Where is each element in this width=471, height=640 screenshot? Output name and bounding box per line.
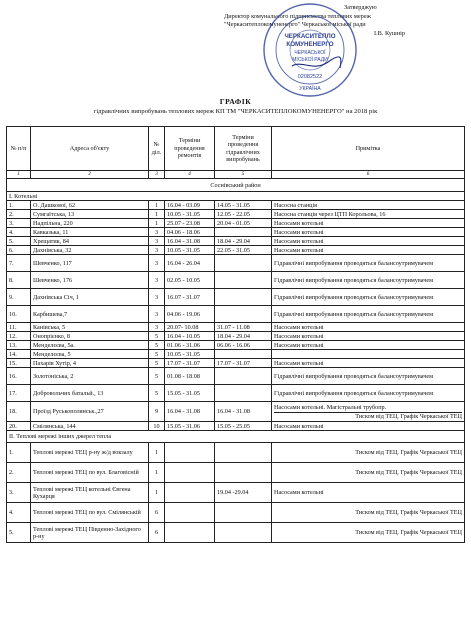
row-repair-dates: 01.08 - 18.08	[165, 368, 215, 385]
row-number: 4.	[7, 503, 31, 523]
row-address: Добровольчих батальй., 13	[31, 385, 149, 402]
table-row	[7, 503, 465, 523]
row-test-dates	[215, 368, 272, 385]
row-test-dates	[215, 463, 272, 483]
row-number: 11.	[7, 323, 31, 332]
row-note	[272, 210, 465, 219]
row-address: Карбишева,7	[31, 306, 149, 323]
table-row	[7, 332, 465, 341]
row-repair-dates: 10.05 - 31.05	[165, 246, 215, 255]
row-district: 6	[149, 503, 165, 523]
row-note	[272, 332, 465, 341]
table-row	[7, 422, 465, 431]
row-note	[272, 237, 465, 246]
company-seal	[262, 2, 358, 98]
row-note-text: Насосами котельні	[274, 219, 324, 227]
table-row	[7, 228, 465, 237]
row-repair-dates: 16.04 - 03.09	[165, 201, 215, 210]
page-subtitle: гідравлічних випробувань теплових мереж КП ТМ "ЧЕРКАСИТЕПЛОКОМУНЕНЕРГО" на 2018 рік	[93, 108, 378, 115]
row-note-text-2: Тиском від ТЕЦ. Графік Черкаської ТЕЦ	[274, 412, 462, 420]
row-address: Онопрієнко, 8	[31, 332, 149, 341]
table-row	[7, 201, 465, 210]
row-repair-dates: 15.05 - 31.06	[165, 422, 215, 431]
row-test-dates	[215, 350, 272, 359]
row-address: Дахнівська, 32	[31, 246, 149, 255]
row-district: 1	[149, 201, 165, 210]
row-note: Насосами котельні	[272, 483, 465, 503]
row-note	[272, 246, 465, 255]
row-note	[272, 359, 465, 368]
table-row	[7, 523, 465, 543]
row-test-dates: 06.06 - 16.06	[215, 341, 272, 350]
row-test-dates: 15.05 - 25.05	[215, 422, 272, 431]
row-number: 1.	[7, 201, 31, 210]
row-test-dates: 17.07 - 31.07	[215, 359, 272, 368]
row-district: 1	[149, 443, 165, 463]
row-note-text: Насосна станція	[274, 201, 318, 209]
row-repair-dates: 15.05 - 31.05	[165, 385, 215, 402]
row-repair-dates: 16.04 - 10.05	[165, 332, 215, 341]
row-test-dates	[215, 306, 272, 323]
row-number: 8.	[7, 272, 31, 289]
table-row	[7, 306, 465, 323]
col-index: 2	[31, 171, 149, 179]
row-repair-dates: 04.06 - 19.06	[165, 306, 215, 323]
row-test-dates: 20.04 - 01.05	[215, 219, 272, 228]
approval-position: Директор комунального підприємства теплових мереж	[224, 12, 371, 20]
row-test-dates: 18.04 - 29.04	[215, 237, 272, 246]
seal-code: 02082522	[297, 74, 323, 80]
row-note-text: Гідравлічні випробування проводяться балансоутримувачем	[274, 276, 434, 284]
row-test-dates: 14.05 - 31.05	[215, 201, 272, 210]
row-note	[272, 350, 465, 359]
row-note	[272, 422, 465, 431]
row-district: 3	[149, 289, 165, 306]
row-test-dates	[215, 228, 272, 237]
header-district: № діл.	[149, 127, 165, 171]
row-address: Шевченко, 117	[31, 255, 149, 272]
row-note	[272, 272, 465, 289]
col-index: 3	[149, 171, 165, 179]
row-district: 3	[149, 323, 165, 332]
row-number: 5.	[7, 523, 31, 543]
row-address: Проїзд Руськополянськ.,27	[31, 402, 149, 422]
col-index: 6	[272, 171, 465, 179]
table-row	[7, 463, 465, 483]
row-repair-dates	[165, 483, 215, 503]
row-test-dates: 16.04 - 31.08	[215, 402, 272, 422]
row-note	[272, 201, 465, 210]
row-number: 1.	[7, 443, 31, 463]
row-address: Дахнівська Січ, 1	[31, 289, 149, 306]
table-row	[7, 359, 465, 368]
row-address: Менделєєва, 5а.	[31, 341, 149, 350]
row-note	[272, 255, 465, 272]
row-note	[272, 306, 465, 323]
row-district: 3	[149, 306, 165, 323]
col-index: 5	[215, 171, 272, 179]
table-row	[7, 219, 465, 228]
row-note-text: Гідравлічні випробування проводяться балансоутримувачем	[274, 310, 434, 318]
row-address: Теплові мережі ТЕЦ по вул. Благовісній	[31, 463, 149, 483]
approval-company: "Черкаситеплокомуненерго" Черкаської міської ради	[224, 21, 366, 29]
row-note: Тиском від ТЕЦ. Графік Черкаської ТЕЦ	[272, 443, 465, 463]
row-number: 17.	[7, 385, 31, 402]
row-address: Канівська, 5	[31, 323, 149, 332]
row-note-text: Гідравлічні випробування проводяться балансоутримувачем	[274, 389, 434, 397]
row-repair-dates: 17.07 - 31.07	[165, 359, 215, 368]
row-number: 14.	[7, 350, 31, 359]
row-note	[272, 289, 465, 306]
row-address: Пахарів Хутір, 4	[31, 359, 149, 368]
table-row	[7, 272, 465, 289]
row-address: Золотоніська, 2	[31, 368, 149, 385]
row-note-text: Насосами котельні	[274, 359, 324, 367]
row-repair-dates	[165, 443, 215, 463]
row-test-dates: 19.04 -29.04	[215, 483, 272, 503]
table-row	[7, 323, 465, 332]
schedule-table	[6, 126, 465, 543]
row-district: 5	[149, 350, 165, 359]
table-row	[7, 210, 465, 219]
row-test-dates: 22.05 - 31.05	[215, 246, 272, 255]
row-number: 20.	[7, 422, 31, 431]
row-repair-dates	[165, 503, 215, 523]
section-boilers: І. Котельні	[7, 192, 465, 201]
row-repair-dates	[165, 523, 215, 543]
seal-text-4: МІСЬКОЇ РАДИ	[292, 57, 328, 63]
row-test-dates: 31.07 - 11.08	[215, 323, 272, 332]
row-note	[272, 402, 465, 422]
schedule-body	[7, 127, 465, 543]
row-note: Тиском від ТЕЦ. Графік Черкаської ТЕЦ	[272, 523, 465, 543]
table-row	[7, 402, 465, 422]
row-address: Кавказька, 11	[31, 228, 149, 237]
row-test-dates	[215, 443, 272, 463]
row-number: 7.	[7, 255, 31, 272]
section-row	[7, 431, 465, 443]
row-district: 5	[149, 332, 165, 341]
seal-text-3: ЧЕРКАСЬКОЇ	[294, 50, 326, 56]
row-district: 3	[149, 272, 165, 289]
row-district: 3	[149, 228, 165, 237]
row-address: Смілянська, 144	[31, 422, 149, 431]
row-note-text: Гідравлічні випробування проводяться балансоутримувачем	[274, 293, 434, 301]
row-note-text: Насосна станція через ЦТП Корольова, 16	[274, 210, 386, 218]
column-index-row	[7, 171, 465, 179]
row-district: 6	[149, 523, 165, 543]
row-repair-dates: 16.04 - 31.08	[165, 237, 215, 246]
table-row	[7, 385, 465, 402]
row-district: 10	[149, 422, 165, 431]
row-note	[272, 385, 465, 402]
row-number: 15.	[7, 359, 31, 368]
row-note-text: Гідравлічні випробування проводяться балансоутримувачем	[274, 259, 434, 267]
row-note-text: Насосами котельні	[274, 323, 324, 331]
row-note	[272, 219, 465, 228]
row-note-text: Гідравлічні випробування проводяться балансоутримувачем	[274, 372, 434, 380]
row-repair-dates: 16.07 - 31.07	[165, 289, 215, 306]
row-number: 2.	[7, 210, 31, 219]
row-repair-dates: 20.07- 10.08	[165, 323, 215, 332]
table-row	[7, 237, 465, 246]
table-row	[7, 368, 465, 385]
row-number: 4.	[7, 228, 31, 237]
row-address: Теплові мережі ТЕЦ Південно-Західного р-ну	[31, 523, 149, 543]
row-address: Теплові мережі ТЕЦ котельні Євгена Кухарця	[31, 483, 149, 503]
row-note-text: Насосами котельні	[274, 228, 324, 236]
header-num: № п/п	[7, 127, 31, 171]
row-repair-dates: 02.05 - 10.05	[165, 272, 215, 289]
row-district: 5	[149, 368, 165, 385]
row-number: 16.	[7, 368, 31, 385]
row-note	[272, 368, 465, 385]
row-address: Надпільна, 220	[31, 219, 149, 228]
page-title: ГРАФІК	[219, 97, 252, 106]
row-test-dates	[215, 385, 272, 402]
row-number: 6.	[7, 246, 31, 255]
table-row	[7, 350, 465, 359]
seal-country: УКРАЇНА	[299, 86, 321, 92]
row-test-dates: 12.05 - 22.05	[215, 210, 272, 219]
row-number: 3.	[7, 219, 31, 228]
row-note	[272, 228, 465, 237]
row-test-dates	[215, 255, 272, 272]
table-row	[7, 289, 465, 306]
row-address: Шевченко, 176	[31, 272, 149, 289]
district-row	[7, 179, 465, 192]
row-address: Теплові мережі ТЕЦ по вул. Смілянській	[31, 503, 149, 523]
seal-text-2: КОМУНЕНЕРГО	[286, 41, 334, 48]
row-repair-dates: 01.06 - 31.06	[165, 341, 215, 350]
seal-text-1: ЧЕРКАСИТЕПЛО	[284, 33, 336, 40]
table-row	[7, 341, 465, 350]
header-note: Примітка	[272, 127, 465, 171]
row-test-dates	[215, 523, 272, 543]
section-row	[7, 192, 465, 201]
table-row	[7, 443, 465, 463]
col-index: 1	[7, 171, 31, 179]
row-note-text: Насосами котельні	[274, 332, 324, 340]
header-test: Терміни проведення гідравлічних випробувань	[215, 127, 272, 171]
row-number: 5.	[7, 237, 31, 246]
row-note	[272, 323, 465, 332]
row-district: 5	[149, 385, 165, 402]
row-note-text: Насосами котельні	[274, 246, 324, 254]
row-note-text: Насосами котельні	[274, 341, 324, 349]
table-row	[7, 483, 465, 503]
header-address: Адреса об'єкту	[31, 127, 149, 171]
row-district: 9	[149, 402, 165, 422]
row-address: Сумгаїтська, 13	[31, 210, 149, 219]
row-note: Тиском від ТЕЦ. Графік Черкаської ТЕЦ	[272, 463, 465, 483]
row-note	[272, 341, 465, 350]
row-district: 1	[149, 463, 165, 483]
row-district: 1	[149, 219, 165, 228]
row-address: Теплові мережі ТЕЦ р-ну ж/д вокзалу	[31, 443, 149, 463]
row-repair-dates: 10.05 - 31.05	[165, 350, 215, 359]
row-district: 3	[149, 246, 165, 255]
row-note: Тиском від ТЕЦ. Графік Черкаської ТЕЦ	[272, 503, 465, 523]
row-address: О. Дашкової, 62	[31, 201, 149, 210]
row-number: 2.	[7, 463, 31, 483]
header-repair: Терміни проведення ремонтів	[165, 127, 215, 171]
row-district: 3	[149, 237, 165, 246]
row-repair-dates: 16.04 - 26.04	[165, 255, 215, 272]
row-note-text: Насосами котельні. Магістральні трубопр.	[274, 403, 387, 411]
row-repair-dates	[165, 463, 215, 483]
row-repair-dates: 10.05 - 31.05	[165, 210, 215, 219]
row-address: Менделєєва, 5	[31, 350, 149, 359]
row-number: 18.	[7, 402, 31, 422]
row-district: 5	[149, 359, 165, 368]
row-number: 3.	[7, 483, 31, 503]
row-number: 12.	[7, 332, 31, 341]
approval-title: Затверджую	[344, 4, 377, 11]
row-repair-dates: 16.04 - 31.08	[165, 402, 215, 422]
table-row	[7, 246, 465, 255]
table-row	[7, 255, 465, 272]
row-address: Хрещатик, 84	[31, 237, 149, 246]
row-note-text: Насосами котельні	[274, 422, 324, 430]
row-test-dates	[215, 503, 272, 523]
row-note-text: Насосами котельні	[274, 237, 324, 245]
district-name: Соснівський район	[7, 179, 465, 192]
row-district: 1	[149, 210, 165, 219]
row-district: 5	[149, 341, 165, 350]
row-repair-dates: 25.07 - 23.08	[165, 219, 215, 228]
row-number: 13.	[7, 341, 31, 350]
section-networks: ІІ. Теплові мережі інших джерел тепла	[7, 431, 465, 443]
header-row	[7, 127, 465, 171]
row-district: 3	[149, 255, 165, 272]
row-number: 9.	[7, 289, 31, 306]
row-repair-dates: 04.06 - 18.06	[165, 228, 215, 237]
row-test-dates	[215, 272, 272, 289]
col-index: 4	[165, 171, 215, 179]
row-test-dates	[215, 289, 272, 306]
approval-signatory: І.В. Кушнір	[374, 29, 406, 37]
row-test-dates: 18.04 - 29.04	[215, 332, 272, 341]
row-district: 1	[149, 483, 165, 503]
row-number: 10.	[7, 306, 31, 323]
